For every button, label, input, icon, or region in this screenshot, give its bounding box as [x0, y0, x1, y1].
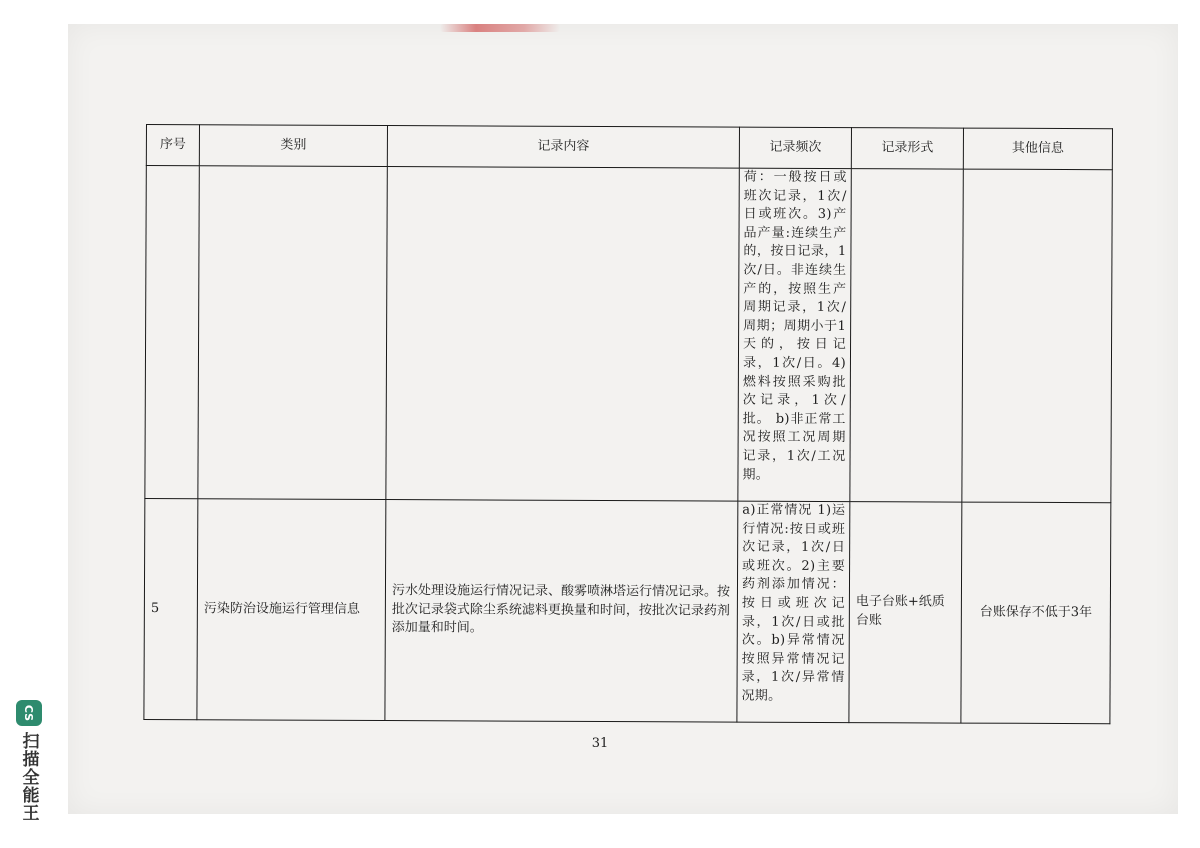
cell-frequency: 荷：一般按日或班次记录，1次/日或班次。3)产品产量:连续生产的，按日记录，1次/日。非连续生产的，按照生产周期记录，1次/周期；周期小于1天的，按日记录，1次/日。4)燃料按照采购批次记录，1次/批。 b)非正常工况按照工况周期记录，1次/工况期。: [738, 168, 851, 501]
cell-other: 台账保存不低于3年: [961, 502, 1111, 724]
header-form: 记录形式: [851, 128, 963, 169]
records-table: [143, 124, 1113, 724]
table-row: [144, 498, 1111, 723]
table-header-row: [146, 125, 1112, 170]
header-content: 记录内容: [387, 126, 739, 169]
red-stamp-fragment: [440, 24, 560, 32]
cell-content: [386, 167, 739, 502]
cell-seq: [145, 166, 199, 499]
page-number: 31: [591, 736, 609, 751]
header-category: 类别: [199, 125, 387, 167]
header-other: 其他信息: [963, 128, 1112, 170]
cell-form: [850, 169, 963, 502]
cell-category: 污染防治设施运行管理信息: [197, 499, 386, 721]
cell-other: [962, 169, 1112, 503]
cell-form: 电子台账+纸质台账: [849, 502, 962, 723]
table-row: [145, 166, 1112, 503]
cell-category: [198, 166, 387, 500]
header-frequency: 记录频次: [739, 127, 851, 168]
scanner-watermark: [14, 700, 44, 830]
camscanner-logo-icon: CS: [16, 700, 42, 726]
cell-content: 污水处理设施运行情况记录、酸雾喷淋塔运行情况记录。按批次记录袋式除尘系统滤料更换量和时间，按批次记录药剂添加量和时间。: [385, 500, 738, 723]
header-seq: 序号: [146, 125, 199, 166]
cell-frequency: a)正常情况 1)运行情况:按日或班次记录，1次/日或班次。2)主要药剂添加情况：按日或班次记录，1次/日或批次。b)异常情况按照异常情况记录，1次/异常情况期。: [737, 501, 850, 722]
watermark-text: 扫描全能王: [18, 732, 39, 822]
cell-seq: 5: [144, 498, 198, 719]
